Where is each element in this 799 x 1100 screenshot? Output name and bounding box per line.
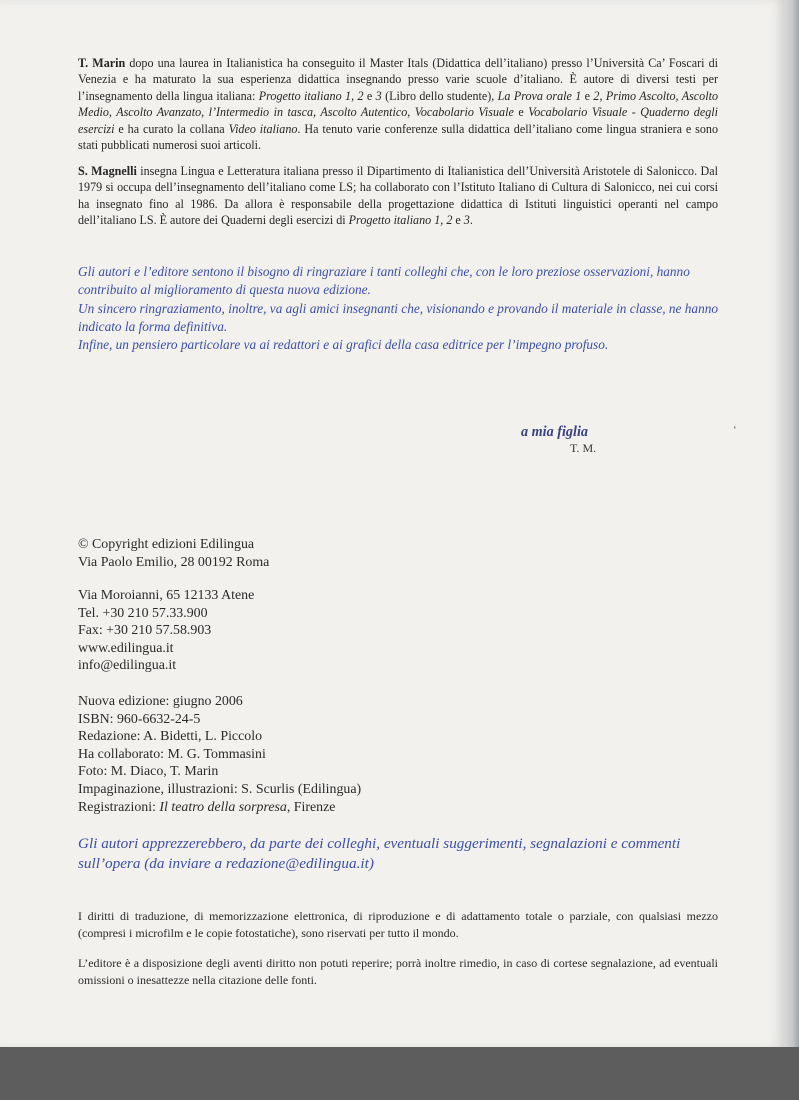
ack-paragraph: Gli autori e l’editore sentono il bisogno di ringraziare i tanti colleghi che, con le loro preziose osservazioni, hanno contribuito al miglioramento di questa nuova edizione.: [78, 264, 690, 298]
email: info@edilingua.it: [78, 658, 177, 674]
recordings-city: , Firenze: [286, 799, 336, 815]
credits-block: [78, 693, 478, 816]
recordings-title: Il teatro della sorpresa: [159, 799, 287, 815]
dedication: a mia figlia: [521, 424, 588, 440]
ack-paragraph: Un sincero ringraziamento, inoltre, va agli amici insegnanti che, visionando e provando il materiale in classe, ne hanno indicato la forma definitiva.: [78, 300, 719, 334]
ink-speck: ‘: [733, 424, 737, 436]
bio-text: .: [469, 213, 473, 228]
rome-address: Via Paolo Emilio, 28 00192 Roma: [78, 554, 270, 570]
sources-notice: L’editore è a disposizione degli aventi diritto non potuti reperire; porrà inoltre rimedio, in caso di cortese segnalazione, ad eventuali omissioni o inesattezze nella citazione delle fonti.: [78, 956, 718, 987]
author-bio-marin: [78, 55, 718, 153]
author-bio-magnelli: [78, 163, 718, 229]
phone: Tel. +30 210 57.33.900: [78, 605, 208, 621]
bio-text: e: [513, 105, 529, 120]
athens-contact-block: [78, 587, 478, 675]
website: www.edilingua.it: [78, 640, 174, 656]
rights-notice: I diritti di traduzione, di memorizzazione elettronica, di riproduzione e di adattamento totale o parziale, con qualsiasi mezzo (compresi i microfilm e le copie fotostatiche), sono riservati per tutto il mondo.: [78, 909, 718, 940]
scan-background: [0, 1047, 799, 1100]
edition-date: Nuova edizione: giugno 2006: [78, 694, 243, 709]
feedback-line: sull’opera (da inviare a redazione@edilingua.it): [78, 854, 374, 872]
book-title: Progetto italiano 1, 2: [348, 213, 453, 228]
bio-text: e ha curato la collana: [114, 121, 229, 136]
fax: Fax: +30 210 57.58.903: [78, 623, 212, 639]
bio-text: e: [452, 213, 464, 228]
book-title: Video italiano: [228, 121, 298, 136]
author-name: S. Magnelli: [78, 164, 137, 178]
author-name: T. Marin: [78, 56, 126, 70]
bio-text: insegna Lingua e Letteratura italiana presso il Dipartimento di Italianistica dell’Università Aristotele di Salonicco. Dal 1979 si occupa dell’insegnamento dell’italiano come LS; ha collaborato con l’Istituto Italiano di Cultura di Salonicco, nei cui corsi ha insegnato fino al 1986. Da allora è responsabile della progettazione didattica di Istituti linguistici operanti nel campo dell’italiano LS. È autore dei Quaderni degli esercizi di: [78, 164, 718, 228]
book-title: Progetto italiano 1, 2: [258, 88, 364, 103]
feedback-line: Gli autori apprezzerebbero, da parte dei colleghi, eventuali suggerimenti, segnalazioni e commenti: [78, 835, 681, 852]
bio-text: (Libro dello studente),: [381, 88, 498, 103]
book-title: 3: [463, 213, 470, 228]
bio-text: e: [363, 88, 376, 103]
book-title: 2, Primo Ascolto, Ascolto Medio, Ascolto Avanzato, l’Intermedio in tasca, Ascolto Autentico, Vocabolario Visuale: [78, 88, 718, 120]
book-title: La Prova orale 1: [497, 88, 582, 103]
dedication-initials: T. M.: [570, 441, 597, 455]
collaborator: Ha collaborato: M. G. Tommasini: [78, 746, 266, 762]
ack-paragraph: Infine, un pensiero particolare va ai redattori e ai grafici della casa editrice per l’impegno profuso.: [78, 337, 609, 353]
recordings-credits: [78, 799, 478, 817]
athens-address: Via Moroianni, 65 12133 Atene: [78, 588, 255, 603]
book-title: 3: [375, 88, 382, 103]
book-title: Vocabolario Visuale - Quaderno degli esercizi: [78, 105, 718, 136]
isbn: ISBN: 960-6632-24-5: [78, 711, 201, 727]
copyright-line: © Copyright edizioni Edilingua: [78, 537, 255, 552]
bio-text: e: [581, 88, 594, 103]
feedback-note: [78, 834, 758, 874]
editorial-staff: Redazione: A. Bidetti, L. Piccolo: [78, 729, 263, 745]
photo-credits: Foto: M. Diaco, T. Marin: [78, 764, 219, 780]
page-edge: [784, 0, 799, 1047]
layout-credits: Impaginazione, illustrazioni: S. Scurlis (Edilingua): [78, 781, 362, 797]
bio-text: . Ha tenuto varie conferenze sulla didattica dell’italiano come lingua straniera e sono stati pubblicati numerosi suoi articoli.: [78, 121, 718, 153]
copyright-block: [78, 536, 478, 571]
bio-text: dopo una laurea in Italianistica ha conseguito il Master Itals (Didattica dell’italiano) presso l’Università Ca’ Foscari di Venezia e ha maturato la sua esperienza didattica insegnando presso varie scuole d’italiano. È autore di diversi testi per l’insegnamento della lingua italiana:: [78, 56, 718, 103]
acknowledgements: [78, 263, 738, 354]
recordings-label: Registrazioni:: [78, 799, 160, 815]
